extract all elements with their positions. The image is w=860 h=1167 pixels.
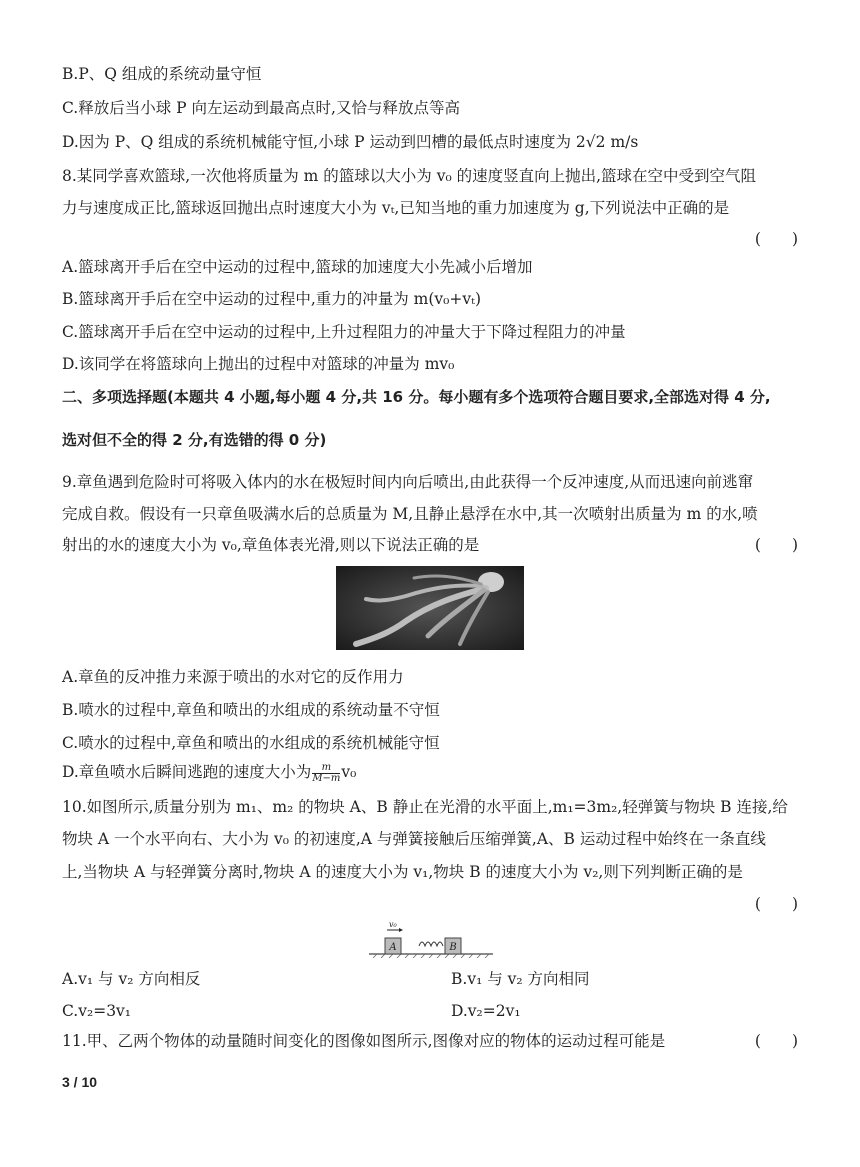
page-number: 3 / 10 <box>62 1074 98 1090</box>
line-q7d: D.因为 P、Q 组成的系统机械能守恒,小球 P 运动到凹槽的最低点时速度为 2√2 m/s <box>62 133 639 151</box>
line-q8d: D.该同学在将篮球向上抛出的过程中对篮球的冲量为 mv₀ <box>62 355 455 373</box>
line-q9d <box>62 762 356 784</box>
block-a-label: A <box>389 942 397 953</box>
q9d-fraction <box>312 763 340 784</box>
paren-q10: ( ) <box>754 895 798 913</box>
q9d-numerator: m <box>312 763 340 774</box>
v0-label: v₀ <box>389 920 397 929</box>
section2-heading-1: 二、多项选择题(本题共 4 小题,每小题 4 分,共 16 分。每小题有多个选项符合题目要求,全部选对得 4 分, <box>62 388 771 406</box>
block-b-label: B <box>449 942 457 953</box>
line-q9-2: 完成自救。假设有一只章鱼吸满水后的总质量为 M,且静止悬浮在水中,其一次喷射出质量为 m 的水,喷 <box>62 505 758 523</box>
line-q8-2: 力与速度成正比,篮球返回抛出点时速度大小为 vₜ,已知当地的重力加速度为 g,下列说法中正确的是 <box>62 199 730 217</box>
line-q10a: A.v₁ 与 v₂ 方向相反 <box>62 970 201 988</box>
line-q9-1: 9.章鱼遇到危险时可将吸入体内的水在极短时间内向后喷出,由此获得一个反冲速度,从而迅速向前逃窜 <box>62 473 754 491</box>
q9d-denominator: M−m <box>312 772 341 784</box>
line-q10-1: 10.如图所示,质量分别为 m₁、m₂ 的物块 A、B 静止在光滑的水平面上,m₁=3m₂,轻弹簧与物块 B 连接,给 <box>62 798 788 816</box>
paren-q9: ( ) <box>754 536 798 554</box>
line-q7c: C.释放后当小球 P 向左运动到最高点时,又恰与释放点等高 <box>62 99 460 117</box>
octopus-photo <box>336 566 524 650</box>
line-q8c: C.篮球离开手后在空中运动的过程中,上升过程阻力的冲量大于下降过程阻力的冲量 <box>62 323 626 341</box>
spring-block-figure <box>365 918 495 958</box>
line-q10b: B.v₁ 与 v₂ 方向相同 <box>451 970 590 988</box>
line-q8a: A.篮球离开手后在空中运动的过程中,篮球的加速度大小先减小后增加 <box>62 258 533 276</box>
line-q11: 11.甲、乙两个物体的动量随时间变化的图像如图所示,图像对应的物体的运动过程可能是 <box>62 1032 666 1050</box>
line-q10c: C.v₂=3v₁ <box>62 1002 132 1020</box>
line-q8b: B.篮球离开手后在空中运动的过程中,重力的冲量为 m(v₀+vₜ) <box>62 290 482 308</box>
line-q9b: B.喷水的过程中,章鱼和喷出的水组成的系统动量不守恒 <box>62 701 440 719</box>
line-q10-3: 上,当物块 A 与轻弹簧分离时,物块 A 的速度大小为 v₁,物块 B 的速度大小为 v₂,则下列判断正确的是 <box>62 863 743 881</box>
line-q9a: A.章鱼的反冲推力来源于喷出的水对它的反作用力 <box>62 668 404 686</box>
paren-q8: ( ) <box>754 230 798 248</box>
section2-heading-2: 选对但不全的得 2 分,有选错的得 0 分) <box>62 431 327 449</box>
line-q8-1: 8.某同学喜欢篮球,一次他将质量为 m 的篮球以大小为 v₀ 的速度竖直向上抛出,篮球在空中受到空气阻 <box>62 167 757 185</box>
line-q9c: C.喷水的过程中,章鱼和喷出的水组成的系统机械能守恒 <box>62 734 440 752</box>
line-q10d: D.v₂=2v₁ <box>451 1002 521 1020</box>
line-q10-2: 物块 A 一个水平向右、大小为 v₀ 的初速度,A 与弹簧接触后压缩弹簧,A、B 运动过程中始终在一条直线 <box>62 830 766 848</box>
line-q9-3: 射出的水的速度大小为 v₀,章鱼体表光滑,则以下说法正确的是 <box>62 536 480 554</box>
line-q7b: B.P、Q 组成的系统动量守恒 <box>62 65 262 83</box>
q9d-prefix: D.章鱼喷水后瞬间逃跑的速度大小为 <box>62 763 312 781</box>
q9d-suffix: v₀ <box>341 763 357 781</box>
paren-q11: ( ) <box>754 1032 798 1050</box>
